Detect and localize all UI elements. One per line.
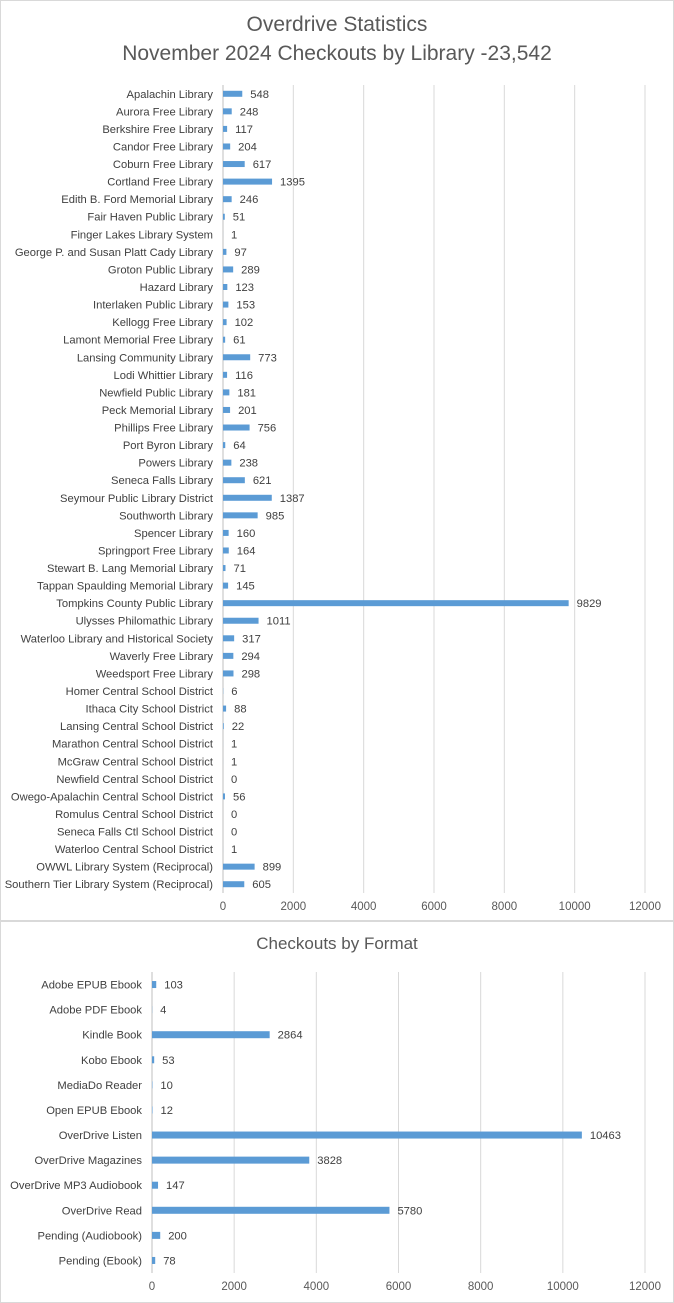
category-label: Southworth Library — [119, 510, 213, 523]
data-label: 10 — [160, 1079, 173, 1092]
data-label: 4 — [160, 1004, 167, 1017]
category-label: Adobe EPUB Ebook — [41, 979, 142, 992]
bar — [223, 108, 232, 114]
bar — [152, 1257, 155, 1264]
category-label: Stewart B. Lang Memorial Library — [46, 563, 213, 576]
category-label: Homer Central School District — [65, 686, 213, 698]
bar — [223, 565, 225, 571]
x-tick-label: 0 — [219, 901, 227, 913]
bar — [223, 372, 227, 378]
bar — [223, 600, 569, 606]
category-label: OverDrive MP3 Audiobook — [10, 1180, 142, 1193]
data-label: 117 — [235, 123, 253, 136]
category-label: Candor Free Library — [112, 141, 213, 154]
category-label: Tappan Spaulding Memorial Library — [37, 580, 213, 593]
category-label: Powers Library — [138, 457, 213, 470]
data-label: 756 — [257, 422, 277, 435]
x-tick-label: 10000 — [558, 901, 591, 913]
bar — [223, 161, 245, 167]
category-label: Open EPUB Ebook — [46, 1104, 142, 1117]
category-label: Seneca Falls Library — [111, 475, 213, 488]
category-label: Tompkins County Public Library — [56, 598, 213, 611]
category-label: Ulysses Philomathic Library — [75, 615, 213, 628]
data-label: 298 — [241, 668, 261, 681]
data-label: 1387 — [279, 492, 305, 505]
data-label: 56 — [232, 791, 246, 804]
x-tick-label: 8000 — [467, 1281, 494, 1293]
category-label: Springport Free Library — [97, 545, 213, 558]
category-label: Weedsport Free Library — [95, 668, 213, 681]
category-label: Newfield Central School District — [56, 773, 213, 786]
category-label: Lodi Whittier Library — [113, 369, 213, 382]
data-label: 53 — [162, 1054, 175, 1067]
data-label: 621 — [252, 475, 272, 488]
data-label: 164 — [236, 545, 256, 558]
category-label: Newfield Public Library — [99, 387, 213, 400]
category-label: Groton Public Library — [107, 264, 213, 277]
data-label: 605 — [252, 879, 271, 892]
category-label: Waverly Free Library — [109, 650, 213, 663]
bar — [152, 1232, 160, 1239]
bar — [152, 1157, 309, 1164]
category-label: MediaDo Reader — [57, 1079, 142, 1092]
category-label: Coburn Free Library — [112, 159, 213, 172]
x-tick-label: 2000 — [280, 901, 307, 913]
bar — [223, 143, 230, 149]
chart-subtitle: November 2024 Checkouts by Library -23,542 — [122, 42, 552, 65]
chart-title: Overdrive Statistics — [246, 13, 428, 36]
data-label: 248 — [239, 106, 259, 119]
bar — [152, 981, 156, 988]
data-label: 153 — [236, 299, 256, 312]
data-label: 5780 — [397, 1205, 423, 1218]
category-label: Hazard Library — [139, 282, 213, 294]
bar — [152, 1207, 389, 1214]
data-label: 2864 — [277, 1029, 303, 1042]
data-label: 1 — [231, 756, 238, 769]
x-tick-label: 12000 — [629, 1281, 661, 1293]
x-tick-label: 10000 — [546, 1281, 579, 1293]
data-label: 0 — [231, 826, 238, 839]
bar — [152, 1182, 158, 1189]
data-label: 78 — [163, 1255, 176, 1268]
bar — [223, 706, 226, 712]
category-label: Waterloo Central School District — [54, 844, 213, 857]
bar — [223, 91, 242, 97]
bar — [223, 214, 225, 220]
data-label: 102 — [234, 317, 254, 330]
bar — [223, 425, 250, 431]
data-label: 1 — [231, 229, 238, 242]
data-label: 71 — [233, 563, 246, 576]
x-tick-label: 6000 — [385, 1281, 412, 1293]
bar — [223, 618, 259, 624]
category-label: Phillips Free Library — [114, 422, 213, 435]
category-label: Lansing Community Library — [76, 352, 213, 365]
bar — [223, 407, 230, 413]
category-label: Owego-Apalachin Central School District — [10, 791, 213, 804]
data-label: 1011 — [266, 615, 291, 628]
bar — [223, 442, 225, 448]
x-tick-label: 12000 — [629, 901, 661, 913]
category-label: OverDrive Listen — [58, 1130, 142, 1143]
category-label: Edith B. Ford Memorial Library — [61, 194, 213, 207]
data-label: 899 — [262, 861, 282, 874]
chart-title: Checkouts by Format — [256, 934, 418, 953]
category-label: Romulus Central School District — [55, 808, 213, 821]
category-label: Aurora Free Library — [116, 106, 213, 119]
bar — [152, 1132, 582, 1139]
bar — [223, 460, 231, 466]
data-label: 204 — [238, 141, 257, 154]
bar — [223, 583, 228, 589]
data-label: 289 — [241, 264, 260, 277]
data-label: 3828 — [317, 1155, 343, 1168]
category-label: George P. and Susan Platt Cady Library — [14, 246, 213, 259]
bar — [223, 389, 229, 395]
bar — [223, 266, 233, 272]
bar — [223, 284, 227, 290]
bar — [223, 653, 233, 659]
bar — [223, 477, 245, 483]
category-label: Cortland Free Library — [107, 176, 213, 189]
bar — [223, 302, 228, 308]
category-label: Waterloo Library and Historical Society — [20, 633, 213, 646]
data-label: 51 — [232, 211, 246, 224]
bar — [223, 249, 226, 255]
data-label: 238 — [239, 457, 259, 470]
bar — [223, 793, 225, 799]
category-label: Ithaca City School District — [85, 703, 213, 716]
bar — [223, 530, 229, 536]
bar — [223, 196, 232, 202]
category-label: Apalachin Library — [126, 88, 213, 101]
x-tick-label: 8000 — [491, 901, 518, 913]
data-label: 773 — [258, 352, 277, 365]
category-label: Southern Tier Library System (Reciprocal) — [4, 879, 213, 892]
data-label: 10463 — [589, 1130, 621, 1143]
category-label: Port Byron Library — [122, 440, 213, 453]
bar — [223, 354, 250, 360]
library-bar-chart — [1, 1, 673, 920]
data-label: 1 — [231, 738, 238, 751]
category-label: Lansing Central School District — [60, 721, 213, 734]
category-label: Lamont Memorial Free Library — [63, 334, 213, 347]
data-label: 64 — [233, 440, 246, 453]
data-label: 200 — [168, 1230, 187, 1243]
bar — [223, 670, 233, 676]
bar — [152, 1031, 270, 1038]
category-label: OverDrive Read — [61, 1205, 142, 1218]
x-tick-label: 0 — [148, 1281, 156, 1293]
data-label: 103 — [164, 979, 183, 992]
data-label: 147 — [166, 1180, 185, 1193]
data-label: 12 — [160, 1104, 173, 1117]
bar — [223, 179, 272, 185]
data-label: 294 — [241, 650, 261, 663]
category-label: Kellogg Free Library — [112, 317, 213, 330]
category-label: McGraw Central School District — [57, 756, 213, 769]
x-tick-label: 4000 — [303, 1281, 330, 1293]
data-label: 145 — [236, 580, 255, 593]
data-label: 181 — [237, 387, 257, 400]
data-label: 160 — [236, 527, 256, 540]
data-label: 97 — [234, 246, 247, 259]
category-label: Pending (Ebook) — [58, 1255, 142, 1268]
data-label: 22 — [231, 721, 245, 734]
bar — [223, 635, 234, 641]
bar — [223, 337, 225, 343]
category-label: Finger Lakes Library System — [70, 229, 213, 242]
format-bar-chart — [1, 922, 673, 1302]
bar — [223, 864, 255, 870]
format-chart-panel — [0, 921, 674, 1303]
data-label: 0 — [231, 773, 238, 786]
category-label: Spencer Library — [134, 527, 213, 540]
data-label: 6 — [231, 686, 238, 698]
x-tick-label: 6000 — [421, 901, 447, 913]
bar — [152, 1056, 154, 1063]
x-tick-label: 2000 — [221, 1281, 247, 1293]
bar — [223, 126, 227, 132]
data-label: 116 — [235, 369, 253, 382]
category-label: Peck Memorial Library — [101, 404, 213, 417]
data-label: 9829 — [576, 598, 602, 611]
data-label: 0 — [231, 808, 238, 821]
data-label: 317 — [242, 633, 261, 646]
data-label: 1395 — [280, 176, 305, 189]
data-label: 123 — [235, 282, 254, 294]
category-label: Pending (Audiobook) — [37, 1230, 142, 1243]
bar — [223, 495, 272, 501]
bar — [223, 723, 224, 729]
bar — [223, 512, 258, 518]
category-label: Kobo Ebook — [81, 1054, 142, 1067]
category-label: Adobe PDF Ebook — [49, 1004, 142, 1017]
bar — [223, 881, 244, 887]
data-label: 985 — [265, 510, 285, 523]
bar — [223, 319, 227, 325]
data-label: 548 — [250, 88, 269, 101]
category-label: Fair Haven Public Library — [87, 211, 213, 224]
data-label: 61 — [233, 334, 246, 347]
category-label: Seneca Falls Ctl School District — [56, 826, 213, 839]
data-label: 201 — [238, 404, 257, 417]
category-label: Interlaken Public Library — [92, 299, 213, 312]
data-label: 246 — [239, 194, 259, 207]
bar — [223, 547, 229, 553]
category-label: OWWL Library System (Reciprocal) — [36, 861, 213, 874]
category-label: Marathon Central School District — [51, 738, 213, 751]
data-label: 88 — [234, 703, 247, 716]
x-tick-label: 4000 — [350, 901, 377, 913]
category-label: Berkshire Free Library — [102, 123, 213, 136]
category-label: Kindle Book — [82, 1029, 142, 1042]
data-label: 617 — [252, 159, 272, 172]
category-label: Seymour Public Library District — [60, 492, 213, 505]
data-label: 1 — [231, 844, 238, 857]
category-label: OverDrive Magazines — [34, 1155, 142, 1168]
